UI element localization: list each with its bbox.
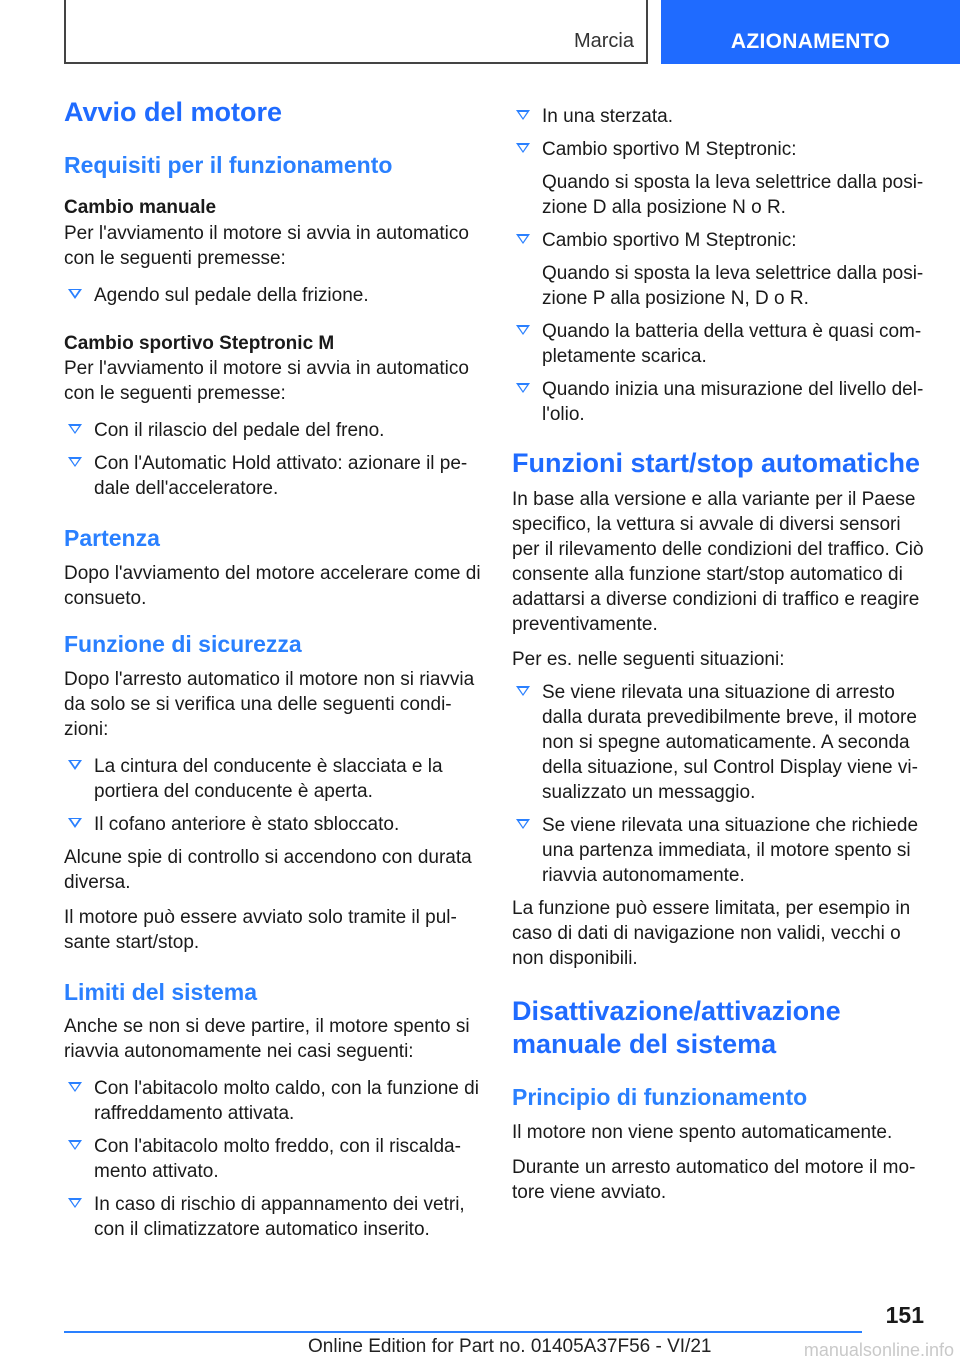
section-title-disattivazione: Disattivazione/attivazione manuale del sistema: [512, 996, 841, 1059]
paragraph-funzioni: In base alla versione e alla variante per il Paese specifico, la vettura si avvale di diversi sensori per il rilevamento delle condizioni del traffico. Ciò consente alla funzione start/stop automatico di adattarsi a diverse condizioni di traffico e reagire preventivamente.: [512, 489, 924, 636]
paragraph-sicurezza-pulsante: Il motore può essere avviato solo tramite il pul-sante start/stop.: [64, 906, 457, 953]
list-item: Il cofano anteriore è stato sbloccato.: [64, 812, 482, 837]
section-title-funzioni: Funzioni start/stop automatiche: [512, 448, 921, 478]
triangle-bullet-icon: [68, 818, 82, 828]
heading-steptronic: Cambio sportivo Steptronic M: [64, 332, 335, 354]
list-funzioni: [512, 680, 932, 888]
list-item-detail: Quando si sposta la leva selettrice dalla posi-zione P alla posizione N, D o R.: [542, 263, 924, 309]
paragraph-sicurezza: Dopo l'arresto automatico il motore non si riavvia da solo se si verifica una delle seguenti condi-zioni:: [64, 668, 475, 740]
header-section-title: Marcia: [573, 30, 634, 52]
header-frame: [64, 0, 648, 64]
heading-sicurezza: Funzione di sicurezza: [64, 630, 302, 657]
paragraph-partenza: Dopo l'avviamento del motore accelerare come di consueto.: [64, 562, 481, 609]
triangle-bullet-icon: [68, 1198, 82, 1208]
list-manuale: [64, 283, 482, 308]
list-steptronic: [64, 418, 482, 501]
triangle-bullet-icon: [68, 424, 82, 434]
paragraph-sicurezza-spie: Alcune spie di controllo si accendono con durata diversa.: [64, 846, 472, 893]
page-number: 151: [885, 1302, 924, 1328]
list-item: Con il rilascio del pedale del freno.: [64, 418, 482, 443]
footer-watermark: manualsonline.info: [803, 1340, 954, 1360]
triangle-bullet-icon: [68, 1140, 82, 1150]
heading-cambio-manuale: Cambio manuale: [64, 196, 217, 218]
paragraph-funzioni-limitata: La funzione può essere limitata, per esempio in caso di dati di navigazione non validi, vecchi o non disponibili.: [512, 898, 911, 970]
right-column: [512, 104, 932, 1205]
triangle-bullet-icon: [68, 289, 82, 299]
header-chapter-tab: [661, 0, 960, 64]
list-item: Cambio sportivo M Steptronic: Quando si sposta la leva selettrice dalla posi-zione P alla posizione N, D o R.: [512, 228, 932, 311]
heading-requisiti: Requisiti per il funzionamento: [64, 152, 393, 179]
heading-limiti: Limiti del sistema: [64, 978, 258, 1005]
list-item: La cintura del conducente è slacciata e la portiera del conducente è aperta.: [64, 754, 482, 804]
triangle-bullet-icon: [516, 234, 530, 244]
list-item: Se viene rilevata una situazione che richiede una partenza immediata, il motore spento si riavvia autonomamente.: [512, 813, 932, 888]
triangle-bullet-icon: [516, 110, 530, 120]
section-title-avvio: Avvio del motore: [64, 97, 283, 127]
paragraph-principio-arresto: Durante un arresto automatico del motore il mo-tore viene avviato.: [512, 1156, 916, 1203]
list-item: Con l'abitacolo molto freddo, con il riscalda-mento attivato.: [64, 1134, 482, 1184]
list-sicurezza: [64, 754, 482, 837]
footer-edition: Online Edition for Part no. 01405A37F56 - VI/21: [308, 1336, 712, 1357]
paragraph-manuale: Per l'avviamento il motore si avvia in automatico con le seguenti premesse:: [64, 222, 469, 269]
triangle-bullet-icon: [516, 686, 530, 696]
list-item: Cambio sportivo M Steptronic: Quando si sposta la leva selettrice dalla posi-zione D alla posizione N o R.: [512, 137, 932, 220]
heading-partenza: Partenza: [64, 525, 160, 552]
list-item: In una sterzata.: [512, 104, 932, 129]
list-item: Agendo sul pedale della frizione.: [64, 283, 482, 308]
triangle-bullet-icon: [516, 325, 530, 335]
triangle-bullet-icon: [68, 760, 82, 770]
list-item-detail: Quando si sposta la leva selettrice dalla posi-zione D alla posizione N o R.: [542, 172, 924, 218]
list-item: In caso di rischio di appannamento dei vetri, con il climatizzatore automatico inserito.: [64, 1192, 482, 1242]
list-limiti-right: [512, 104, 932, 427]
triangle-bullet-icon: [516, 819, 530, 829]
left-column: [64, 96, 482, 1242]
list-item: Se viene rilevata una situazione di arresto dalla durata prevedibilmente breve, il motore non si spegne automaticamente. A seconda della situazione, sul Control Display viene vi-sualizzato un messaggio.: [512, 680, 932, 805]
footer-divider: [64, 1331, 862, 1333]
triangle-bullet-icon: [516, 383, 530, 393]
paragraph-principio: Il motore non viene spento automaticamente.: [512, 1121, 893, 1143]
paragraph-steptronic: Per l'avviamento il motore si avvia in automatico con le seguenti premesse:: [64, 358, 469, 405]
heading-principio: Principio di funzionamento: [512, 1084, 808, 1111]
triangle-bullet-icon: [68, 457, 82, 467]
paragraph-limiti: Anche se non si deve partire, il motore spento si riavvia autonomamente nei casi seguenti:: [64, 1016, 470, 1063]
list-item: Con l'Automatic Hold attivato: azionare il pe-dale dell'acceleratore.: [64, 451, 482, 501]
list-item: Quando la batteria della vettura è quasi com-pletamente scarica.: [512, 319, 932, 369]
triangle-bullet-icon: [68, 1082, 82, 1092]
list-limiti-left: [64, 1076, 482, 1242]
paragraph-funzioni-situazioni: Per es. nelle seguenti situazioni:: [512, 649, 785, 671]
list-item: Quando inizia una misurazione del livello del-l'olio.: [512, 377, 932, 427]
header-chapter-label: AZIONAMENTO: [730, 30, 891, 53]
triangle-bullet-icon: [516, 143, 530, 153]
list-item: Con l'abitacolo molto caldo, con la funzione di raffreddamento attivata.: [64, 1076, 482, 1126]
